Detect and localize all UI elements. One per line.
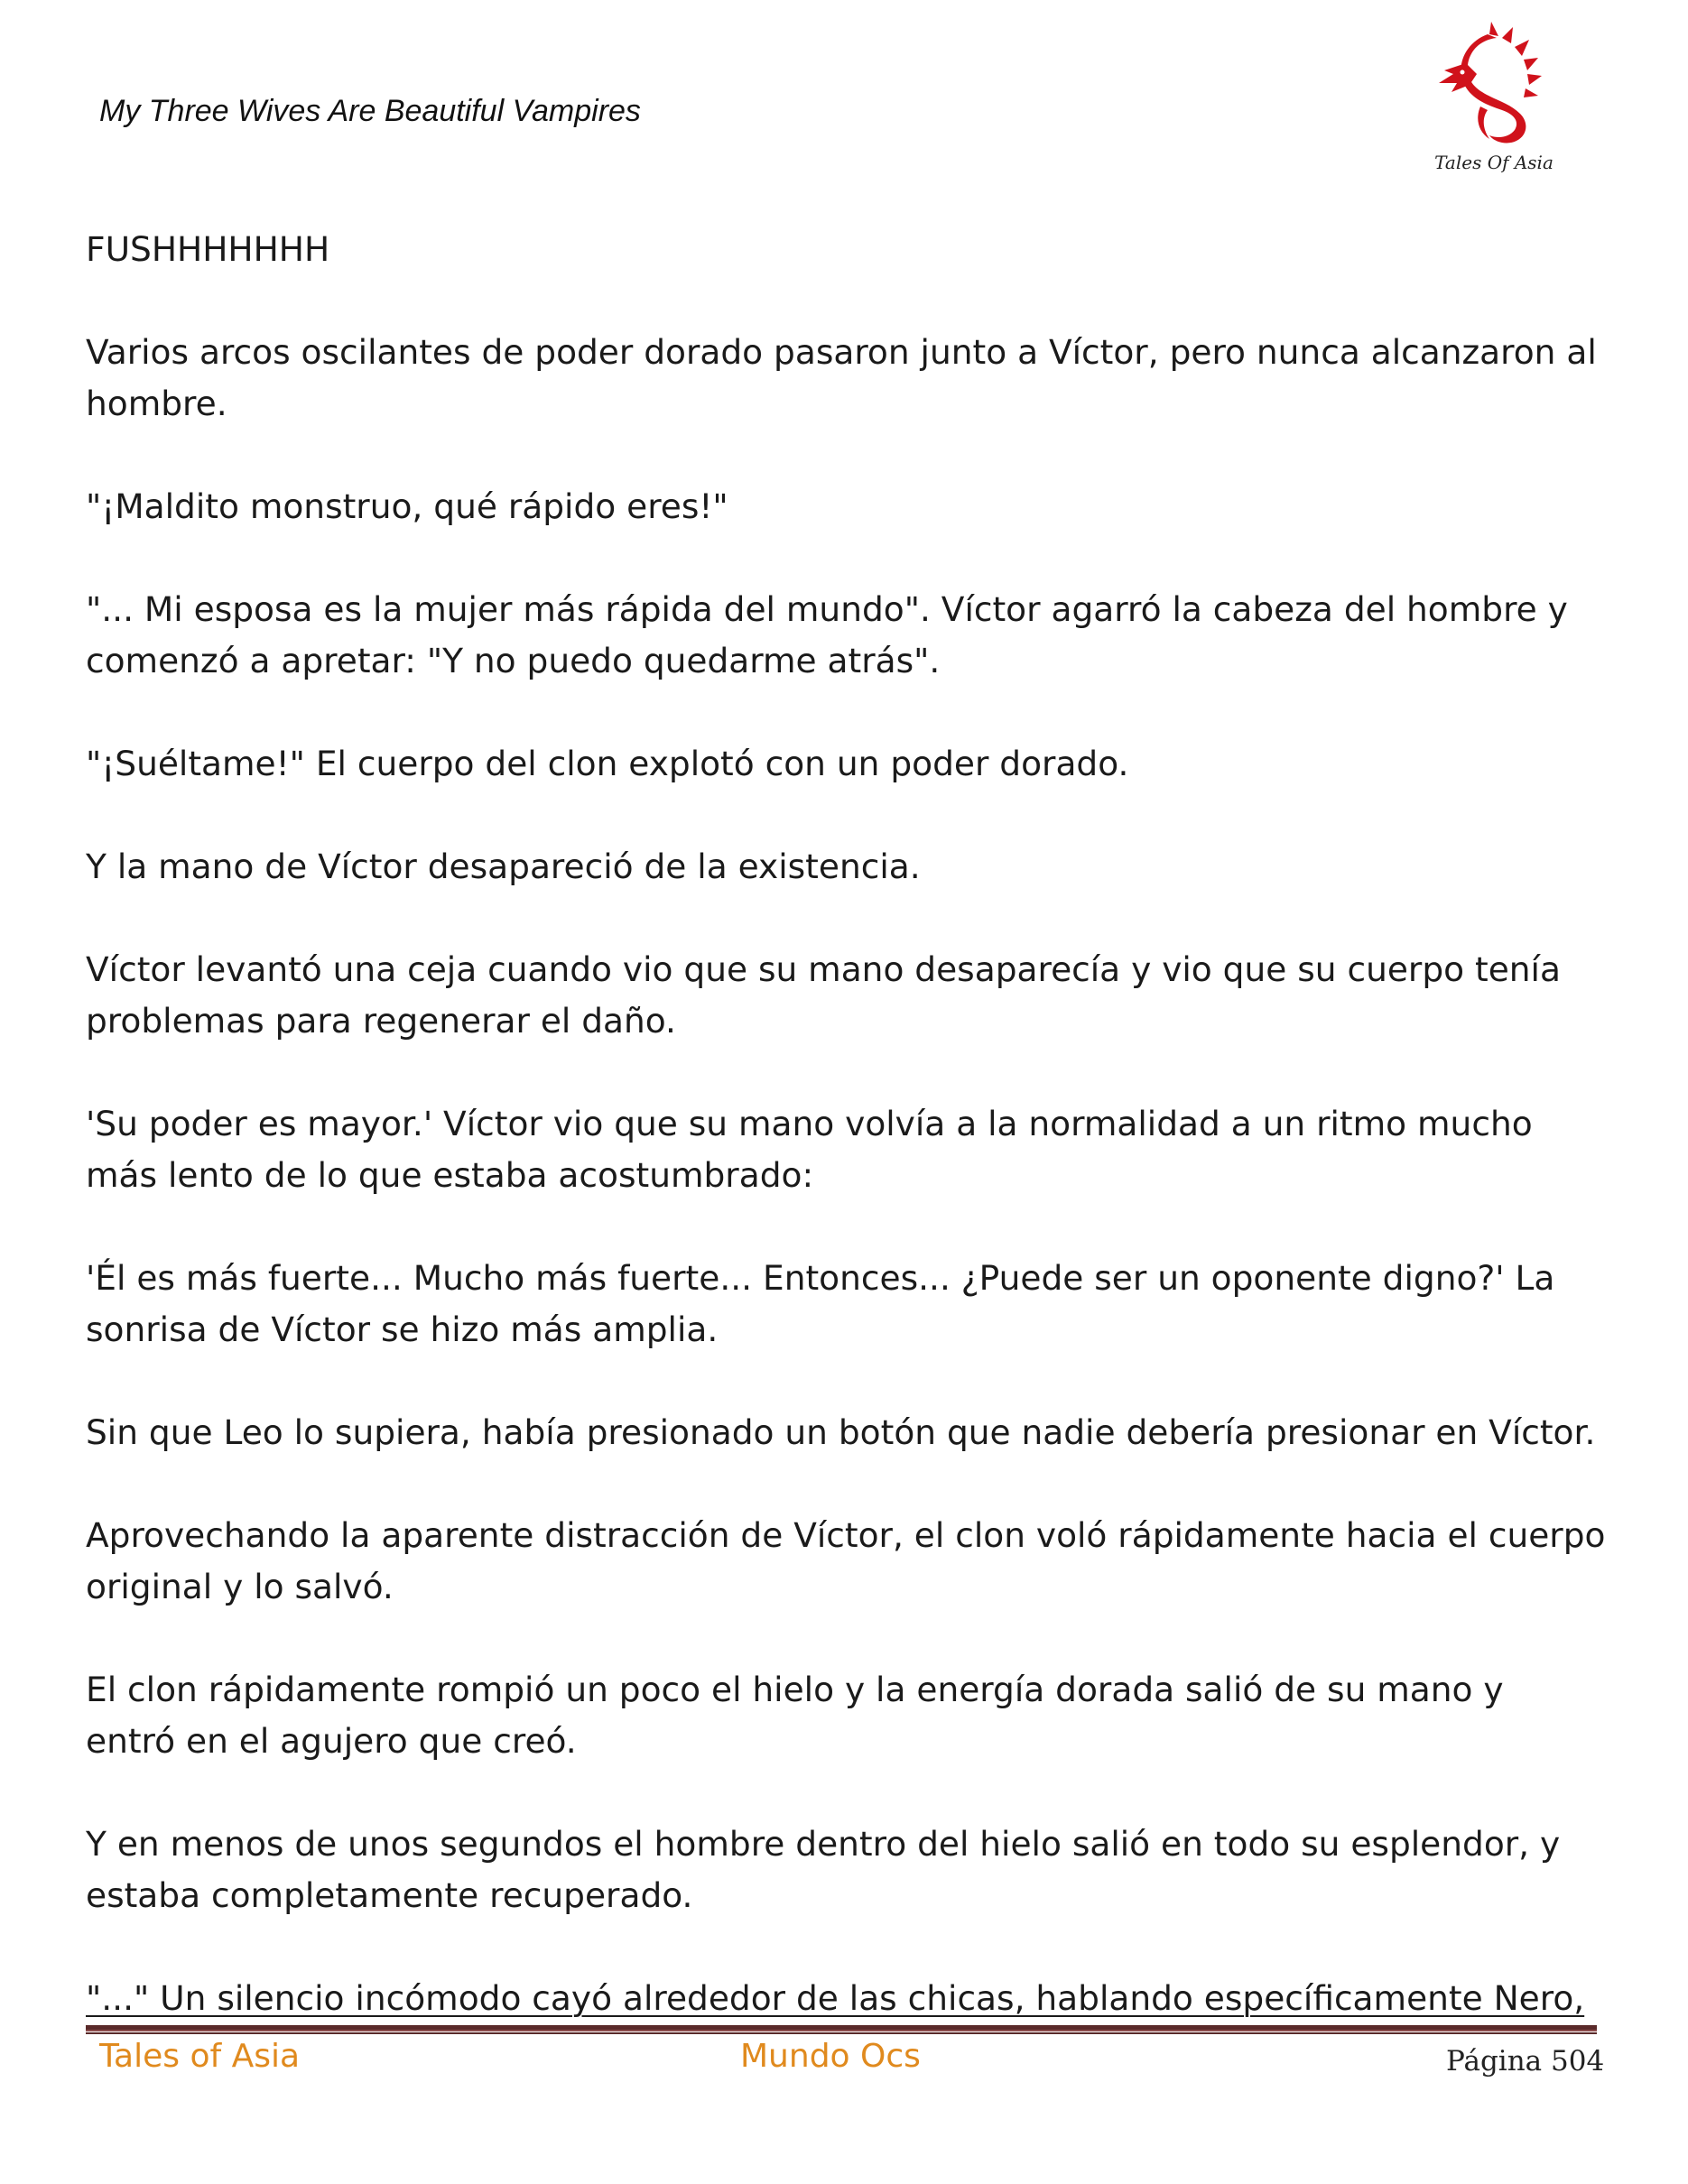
text-line: entró en el agujero que creó.: [86, 1721, 577, 1761]
text-line: Y la mano de Víctor desapareció de la existencia.: [86, 847, 921, 886]
paragraph: [86, 1253, 1620, 1356]
text-line: 'Su poder es mayor.' Víctor vio que su mano volvía a la normalidad a un ritmo mucho: [86, 1104, 1533, 1143]
text-line: Aprovechando la aparente distracción de Víctor, el clon voló rápidamente hacia el cuerpo: [86, 1515, 1606, 1555]
paragraph: [86, 1818, 1620, 1921]
text-line: estaba completamente recuperado.: [86, 1875, 693, 1915]
text-line: problemas para regenerar el daño.: [86, 1001, 676, 1041]
text-line: sonrisa de Víctor se hizo más amplia.: [86, 1309, 719, 1349]
paragraph: [86, 327, 1620, 430]
paragraph: [86, 1098, 1620, 1201]
footer-section-name: Mundo Ocs: [740, 2038, 921, 2075]
paragraph: [86, 1510, 1620, 1613]
footer-site-name: Tales of Asia: [99, 2038, 301, 2075]
paragraph: [86, 944, 1620, 1047]
footer-rule: [86, 2025, 1597, 2031]
paragraph: [86, 584, 1620, 687]
paragraph: [86, 1664, 1620, 1767]
page-number: Página 504: [1446, 2045, 1605, 2078]
paragraph: [86, 481, 1620, 532]
paragraph: [86, 841, 1620, 893]
text-line: Y en menos de unos segundos el hombre dentro del hielo salió en todo su esplendor, y: [86, 1824, 1561, 1864]
text-line: "... Mi esposa es la mujer más rápida del mundo". Víctor agarró la cabeza del hombre y: [86, 589, 1568, 629]
text-line: 'Él es más fuerte... Mucho más fuerte... Entonces... ¿Puede ser un oponente digno?' La: [86, 1258, 1555, 1298]
tales-of-asia-logo: [1426, 20, 1562, 182]
text-line: más lento de lo que estaba acostumbrado:: [86, 1155, 814, 1195]
book-title: My Three Wives Are Beautiful Vampires: [99, 94, 641, 128]
text-line: Sin que Leo lo supiera, había presionado un botón que nadie debería presionar en Víctor.: [86, 1412, 1596, 1452]
paragraph: [86, 224, 1620, 275]
text-line: "¡Maldito monstruo, qué rápido eres!": [86, 486, 728, 526]
text-line: comenzó a apretar: "Y no puedo quedarme atrás".: [86, 641, 941, 680]
body-text: [86, 224, 1620, 2076]
text-line: hombre.: [86, 384, 227, 423]
red-dragon-logo-icon: [1426, 20, 1562, 155]
text-line: FUSHHHHHHH: [86, 229, 330, 269]
text-line: Víctor levantó una ceja cuando vio que su mano desaparecía y vio que su cuerpo tenía: [86, 949, 1561, 989]
text-line: Varios arcos oscilantes de poder dorado pasaron junto a Víctor, pero nunca alcanzaron al: [86, 332, 1597, 372]
text-line: "..." Un silencio incómodo cayó alrededor de las chicas, hablando específicamente Nero,: [86, 1978, 1585, 2018]
paragraph: [86, 1973, 1620, 2024]
paragraph: [86, 1407, 1620, 1458]
text-line: original y lo salvó.: [86, 1567, 394, 1606]
text-line: El clon rápidamente rompió un poco el hielo y la energía dorada salió de su mano y: [86, 1670, 1504, 1709]
text-line: "¡Suéltame!" El cuerpo del clon explotó con un poder dorado.: [86, 744, 1129, 783]
logo-text: Tales Of Asia: [1434, 152, 1554, 173]
paragraph: [86, 738, 1620, 790]
